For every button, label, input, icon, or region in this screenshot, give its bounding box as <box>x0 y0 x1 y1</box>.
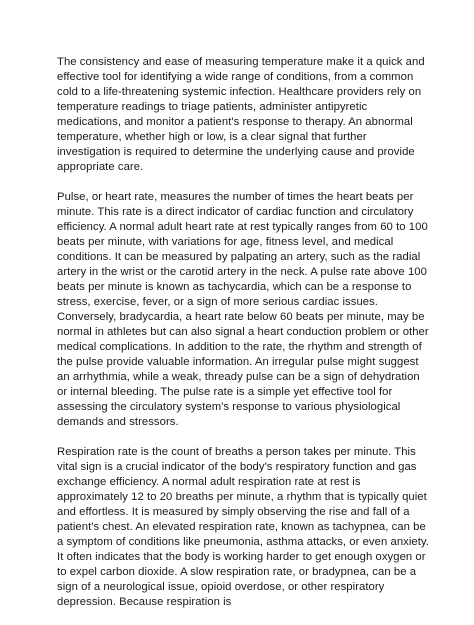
document-page <box>57 55 429 625</box>
paragraph-temperature: The consistency and ease of measuring temperature make it a quick and effective tool for identifying a wide range of conditions, from a common cold to a life-threatening systemic infection. Healthcare providers rely on temperature readings to triage patients, administer antipyretic medications, and monitor a patient's response to therapy. An abnormal temperature, whether high or low, is a clear signal that further investigation is required to determine the underlying cause and provide appropriate care. <box>57 56 425 173</box>
paragraph-pulse: Pulse, or heart rate, measures the number of times the heart beats per minute. This rate is a direct indicator of cardiac function and circulatory efficiency. A normal adult heart rate at rest typically ranges from 60 to 100 beats per minute, with variations for age, fitness level, and medical conditions. It can be measured by palpating an artery, such as the radial artery in the wrist or the carotid artery in the neck. A pulse rate above 100 beats per minute is known as tachycardia, which can be a response to stress, exercise, fever, or a sign of more serious cardiac issues. Conversely, bradycardia, a heart rate below 60 beats per minute, may be normal in athletes but can also signal a heart conduction problem or other medical complications. In addition to the rate, the rhythm and strength of the pulse provide valuable information. An irregular pulse might suggest an arrhythmia, while a weak, thready pulse can be a sign of dehydration or internal bleeding. The pulse rate is a simple yet effective tool for assessing the circulatory system's response to various physiological demands and stressors. <box>57 191 429 428</box>
paragraph-respiration: Respiration rate is the count of breaths a person takes per minute. This vital sign is a crucial indicator of the body's respiratory function and gas exchange efficiency. A normal adult respiration rate at rest is approximately 12 to 20 breaths per minute, a rhythm that is typically quiet and effortless. It is measured by simply observing the rise and fall of a patient's chest. An elevated respiration rate, known as tachypnea, can be a symptom of conditions like pneumonia, asthma attacks, or even anxiety. It often indicates that the body is working harder to get enough oxygen or to expel carbon dioxide. A slow respiration rate, or bradypnea, can be a sign of a neurological issue, opioid overdose, or other respiratory depression. Because respiration is <box>57 446 429 608</box>
